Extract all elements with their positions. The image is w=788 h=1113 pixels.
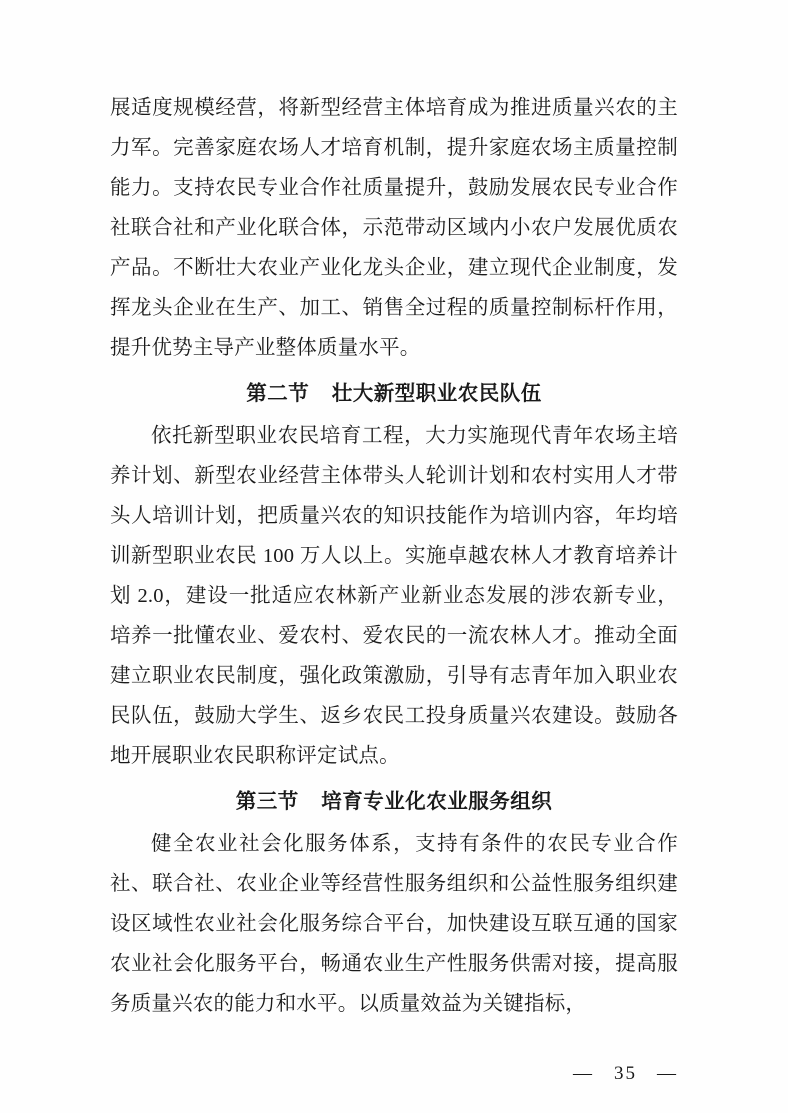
page-number-value: 35 <box>614 1063 637 1084</box>
section-number: 第二节 <box>246 383 310 405</box>
page-number-dash-left: — <box>573 1063 594 1084</box>
section-title: 培育专业化农业服务组织 <box>321 791 553 813</box>
paragraph-section-2-body: 依托新型职业农民培育工程，大力实施现代青年农场主培养计划、新型农业经营主体带头人轮训计划和农村实用人才带头人培训计划，把质量兴农的知识技能作为培训内容，年均培训新型职业农民 100 万人以上。实施卓越农林人才教育培养计划 2.0，建设一批适应农林新产业新业态发展的涉农新专业，培养一批懂农业、爱农村、爱农民的一流农林人才。推动全面建立职业农民制度，强化政策激励，引导有志青年加入职业农民队伍，鼓励大学生、返乡农民工投身质量兴农建设。鼓励各地开展职业农民职称评定试点。 <box>110 425 678 767</box>
paragraph-continuation: 展适度规模经营，将新型经营主体培育成为推进质量兴农的主力军。完善家庭农场人才培育机制，提升家庭农场主质量控制能力。支持农民专业合作社质量提升，鼓励发展农民专业合作社联合社和产业化联合体，示范带动区域内小农户发展优质农产品。不断壮大农业产业化龙头企业，建立现代企业制度，发挥龙头企业在生产、加工、销售全过程的质量控制标杆作用，提升优势主导产业整体质量水平。 <box>110 97 678 359</box>
section-heading-3 <box>110 782 678 822</box>
paragraph-section-3-body: 健全农业社会化服务体系，支持有条件的农民专业合作社、联合社、农业企业等经营性服务组织和公益性服务组织建设区域性农业社会化服务综合平台，加快建设互联互通的国家农业社会化服务平台，畅通农业生产性服务供需对接，提高服务质量兴农的能力和水平。以质量效益为关键指标， <box>110 833 678 1015</box>
section-heading-2 <box>110 374 678 414</box>
section-number: 第三节 <box>235 791 299 813</box>
document-body <box>110 88 678 1024</box>
page-number-dash-right: — <box>657 1063 678 1084</box>
page-number <box>0 1063 678 1085</box>
section-title: 壮大新型职业农民队伍 <box>331 383 542 405</box>
